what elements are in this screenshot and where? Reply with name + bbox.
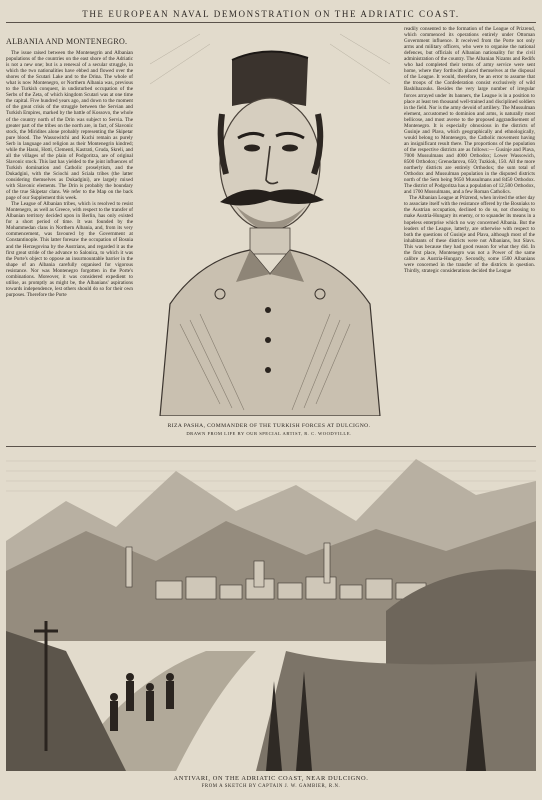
landscape-illustration [6, 451, 536, 771]
portrait-caption: RIZA PASHA, COMMANDER OF THE TURKISH FORCES AT DULCIGNO. [167, 423, 371, 429]
article-title: ALBANIA AND MONTENEGRO. [6, 37, 128, 46]
article-right-column [404, 26, 535, 446]
portrait-credit: DRAWN FROM LIFE BY OUR SPECIAL ARTIST, R. C. WOODVILLE. [186, 431, 352, 436]
section-rule [6, 446, 536, 447]
left-paragraph-2: The League of Albanian tribes, which is resolved to resist Montenegro, as well as Greece, with respect to the transfer of Albanian territory decided upon in Berlin, has only existed for a short period of time. It was founded by the Mohammedan clans in Northern Albania, and, from its very commencement, was favoured by the Government at Constantinople. This latter foresaw the occupation of Bosnia and the Herzegovina by the Austrians, and regarded it as the first great stride of the advance to Salonica, to which it was the Porte's object to oppose an insurmountable barrier in the shape of an Albania carefully organised for vigorous resistance. Nor was Montenegro forgotten in the Porte's combinations. Moreover, it was considered expedient to utilise, as promptly as might be, the Albanians' aspirations towards independence, lest others should do so for their own purposes. Therefore the Porte [6, 201, 133, 298]
portrait-illustration [140, 24, 398, 416]
header-rule [6, 22, 536, 23]
right-paragraph-1: readily consented to the formation of the League of Prizrend, which commenced its operations entirely under Ottoman Government influence. It received from the Porte not only arms and military officers, who were to organise the national defences, but officials of Albanian nationality for the civil administration of the country. The Albanian Nizams and Redifs who had completed their terms of army service were sent home, where they forthwith placed themselves at the disposal of the League. It would, therefore, be an error to assume that the troops of the Confederation consist exclusively of wild Bashibazouks. Besides the very large number of irregular forces arrayed under its banners, the League is in a position to place at least ten thousand well-trained and disciplined soldiers in the field. Nor is the army devoid of artillery. The Mussulman element, accustomed to dominion and arms, is naturally most bellicose, and most averse to the proposed aggrandisement of Montenegro. It is especially obnoxious in the districts of Gusinje and Plava, which geographically and ethnologically, would belong to Montenegro, the Catholic movement having an insignificant result there. The proportions of the population of the respective districts are as follows:— Gusinje and Plava, 7000 Mussulmans and 4000 Orthodox; Lower Wassowich, 8500 Orthodox; Grenodarova, 650; Tuzkiok, 150. All the more northerly districts are entirely Orthodox; the sum total of Orthodox and Mussulman population in the disputed districts north of the Sem being 9650 Mussulmans and 8450 Orthodox. The district of Podgoritza has a population of 12,500 Orthodox, and 1700 Mussulmans, and a few Roman Catholics. [404, 26, 535, 196]
landscape-credit: FROM A SKETCH BY CAPTAIN J. W. GAMBIER, R.N. [201, 784, 341, 789]
article-left-column [6, 50, 133, 439]
left-paragraph-1: The issue raised between the Montenegrin and Albanian populations of the countries on the east shore of the Adriatic is not a new one; but is a renewal of a secular struggle, in which the two nationalities have ebbed and flowed over the shores of the Scutari Lake and to the Drina. The whole of what is now Montenegro, or Northern Albania was, previous to the Turkish conquest, in undisturbed occupation of the Serbs of the Zeta, of which kingdom Scutari was at one time the capital. Five hundred years ago, and down to the moment of the great crisis of the struggle between the Servian and Turkish Empires, marked by the battle of Kossovo, the whole of the country north of the Drin was subject to Servia. The greater part of the tribes on the north are, in fact, of Slavonic stock, the Miridites alone probably representing the Skipetar pure blood. The Wassowitchi and Kuchi remain as purely Serb in language and religion as their Montenegrin kindred; while the Hasni, Hotti, Clementi, Kastrati, Gruda, Skreli, and all the villages of the plain of Podgoritza, are of original Slavonic stock. This last has yielded to the joint influences of Turkish domination and Catholic proselytism, and the Dukadgini, with the Sciochi and Sciala tribes (the latter considering themselves as Dukadgini), are largely mixed with Slavonic elements. The Drin is probably the boundary of the true Skipetar clans. We refer to the Map on the back page of our Supplement this week. [6, 50, 133, 202]
page-header: THE EUROPEAN NAVAL DEMONSTRATION ON THE ADRIATIC COAST. [82, 9, 460, 19]
landscape-caption: ANTIVARI, ON THE ADRIATIC COAST, NEAR DULCIGNO. [173, 775, 369, 782]
right-paragraph-2: The Albanian League at Prizrend, when invited the other day to associate itself with the resistance offered by the Bosniaks to the Austrian occupation, declined to do so, not choosing to make Austria-Hungary its enemy, or to squander its means in a hopeless enterprise which no way concerned Albania. But the leaders of the League, latterly, are otherwise with respect to both the questions of Gusinje and Plava, although most of the inhabitants of these districts were not Albanians, but Slavs. This was because they had good reason for what they did. In the first place, Montenegro was not a Power of the same calibre as Austria-Hungary. Secondly, some 1500 Albanians were concerned in the transfer of the districts in question. Thirdly, strategic considerations decided the League [404, 195, 535, 274]
